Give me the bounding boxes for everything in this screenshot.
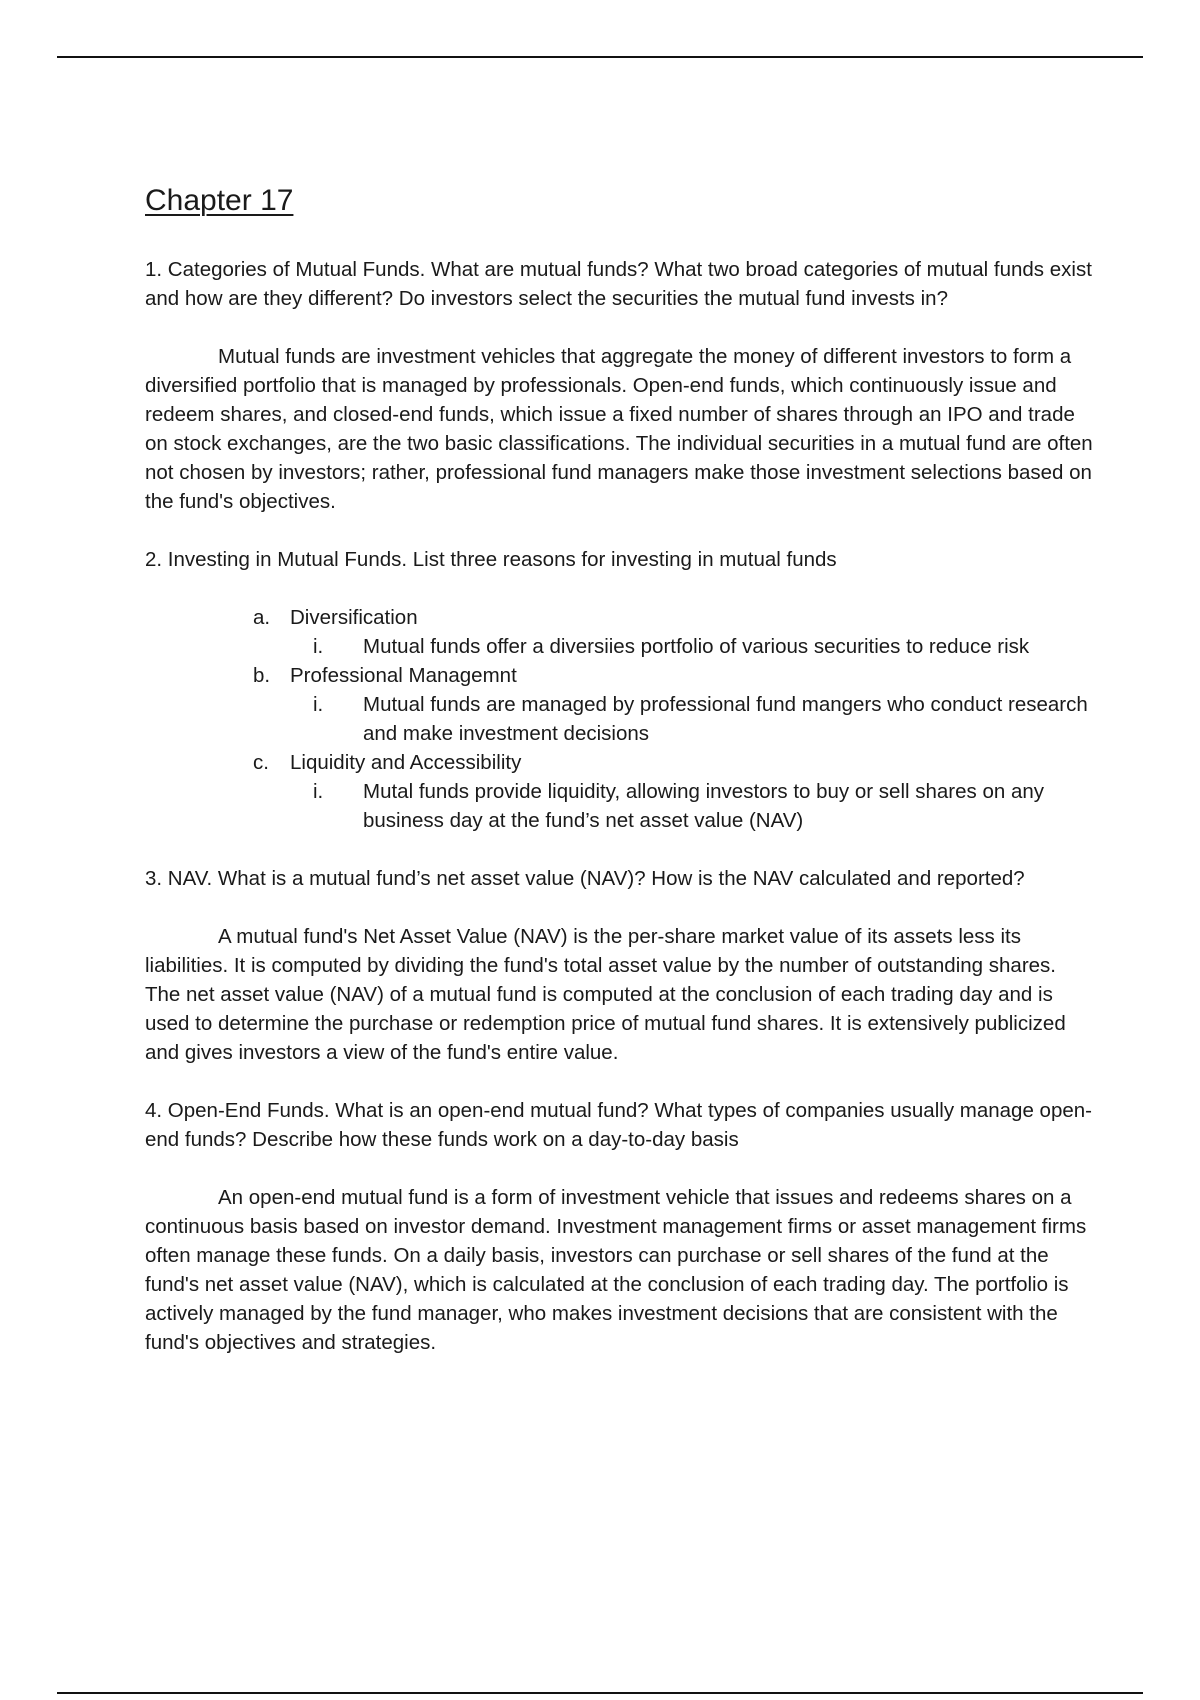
sub-list-item xyxy=(145,777,1095,835)
list-item xyxy=(145,748,1095,777)
answer-4: An open-end mutual fund is a form of investment vehicle that issues and redeems shares on a continuous basis based on investor demand. Investment management firms or asset management firms often manage these funds. On a daily basis, investors can purchase or sell shares of the fund at the fund's net asset value (NAV), which is calculated at the conclusion of each trading day. The portfolio is actively managed by the fund manager, who makes investment decisions that are consistent with the fund's objectives and strategies. xyxy=(145,1186,1087,1354)
sub-list-marker: i. xyxy=(313,693,324,716)
list-item xyxy=(145,603,1095,632)
sub-list-marker: i. xyxy=(313,635,324,658)
list-item-label: Diversification xyxy=(290,606,418,629)
chapter-title: Chapter 17 xyxy=(145,184,294,217)
list-marker: a. xyxy=(253,606,271,629)
list-item-label: Professional Managemnt xyxy=(290,664,517,687)
question-4: 4. Open-End Funds. What is an open-end mutual fund? What types of companies usually manage open-end funds? Describe how these funds work on a day-to-day basis xyxy=(145,1099,1092,1151)
document-body xyxy=(145,183,1095,1386)
top-divider xyxy=(57,56,1143,58)
sub-list-marker: i. xyxy=(313,780,324,803)
sub-list-item xyxy=(145,690,1095,748)
sub-list-item-text: Mutual funds offer a diversiies portfolio of various securities to reduce risk xyxy=(363,635,1030,658)
question-1: 1. Categories of Mutual Funds. What are mutual funds? What two broad categories of mutual funds exist and how are they different? Do investors select the securities the mutual fund invests in? xyxy=(145,258,1092,310)
list-marker: c. xyxy=(253,751,269,774)
list-item xyxy=(145,661,1095,690)
answer-3: A mutual fund's Net Asset Value (NAV) is the per-share market value of its assets less its liabilities. It is computed by dividing the fund's total asset value by the number of outstanding shares. The net asset value (NAV) of a mutual fund is computed at the conclusion of each trading day and is used to determine the purchase or redemption price of mutual fund shares. It is extensively publicized and gives investors a view of the fund's entire value. xyxy=(145,925,1066,1064)
sub-list-item-text: Mutal funds provide liquidity, allowing investors to buy or sell shares on any business day at the fund’s net asset value (NAV) xyxy=(363,780,1045,832)
question-3: 3. NAV. What is a mutual fund’s net asset value (NAV)? How is the NAV calculated and reported? xyxy=(145,867,1025,890)
answer-1: Mutual funds are investment vehicles that aggregate the money of different investors to form a diversified portfolio that is managed by professionals. Open-end funds, which continuously issue and redeem shares, and closed-end funds, which issue a fixed number of shares through an IPO and trade on stock exchanges, are the two basic classifications. The individual securities in a mutual fund are often not chosen by investors; rather, professional fund managers make those investment selections based on the fund's objectives. xyxy=(145,345,1093,513)
sub-list-item xyxy=(145,632,1095,661)
question-2: 2. Investing in Mutual Funds. List three reasons for investing in mutual funds xyxy=(145,548,837,571)
list-marker: b. xyxy=(253,664,271,687)
list-item-label: Liquidity and Accessibility xyxy=(290,751,522,774)
sub-list-item-text: Mutual funds are managed by professional fund mangers who conduct research and make investment decisions xyxy=(363,693,1088,745)
bottom-divider xyxy=(57,1692,1143,1694)
reasons-list xyxy=(145,603,1095,835)
